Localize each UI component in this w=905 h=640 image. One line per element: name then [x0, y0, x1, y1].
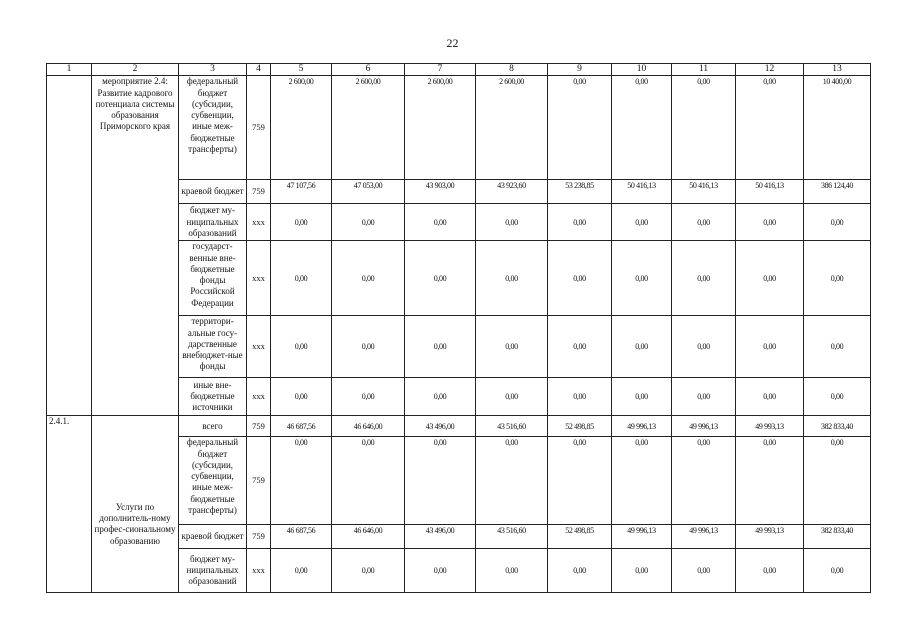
amount-cell: 10 400,00 [804, 76, 871, 180]
amount-cell: 2 600,00 [476, 76, 548, 180]
amount-cell: 47 107,56 [271, 180, 332, 204]
funding-source: федеральный бюджет (субсидии, субвенции, иные меж-бюджетные трансферты) [179, 437, 247, 525]
table-row [47, 416, 871, 437]
amount-cell: 0,00 [672, 316, 736, 378]
amount-cell: 2 600,00 [271, 76, 332, 180]
table-body [47, 64, 871, 593]
amount-cell: 0,00 [612, 378, 672, 416]
amount-cell: 0,00 [476, 316, 548, 378]
funding-source: федеральный бюджет (субсидии, субвенции, иные меж-бюджетные трансферты) [179, 76, 247, 180]
funding-source: государст-венные вне-бюджетные фонды Российской Федерации [179, 241, 247, 316]
grbs-code: 759 [247, 437, 271, 525]
grbs-code: 759 [247, 416, 271, 437]
amount-cell: 0,00 [548, 437, 612, 525]
amount-cell: 2 600,00 [332, 76, 405, 180]
amount-cell: 43 496,00 [405, 416, 476, 437]
amount-cell: 46 687,56 [271, 525, 332, 549]
amount-cell: 0,00 [804, 241, 871, 316]
amount-cell: 49 996,13 [612, 525, 672, 549]
amount-cell: 0,00 [548, 316, 612, 378]
grbs-code: xxx [247, 316, 271, 378]
column-header: 8 [476, 64, 548, 76]
column-header: 4 [247, 64, 271, 76]
funding-source: всего [179, 416, 247, 437]
amount-cell: 0,00 [271, 549, 332, 593]
amount-cell: 2 600,00 [405, 76, 476, 180]
amount-cell: 49 993,13 [736, 525, 804, 549]
amount-cell: 50 416,13 [672, 180, 736, 204]
amount-cell: 53 238,85 [548, 180, 612, 204]
amount-cell: 0,00 [405, 204, 476, 241]
funding-source: бюджет му-ниципальных образований [179, 549, 247, 593]
amount-cell: 382 833,40 [804, 525, 871, 549]
grbs-code: xxx [247, 241, 271, 316]
amount-cell: 0,00 [736, 76, 804, 180]
amount-cell: 386 124,40 [804, 180, 871, 204]
amount-cell: 0,00 [332, 378, 405, 416]
amount-cell: 50 416,13 [612, 180, 672, 204]
amount-cell: 0,00 [271, 437, 332, 525]
column-header: 12 [736, 64, 804, 76]
amount-cell: 0,00 [271, 204, 332, 241]
amount-cell: 0,00 [736, 204, 804, 241]
amount-cell: 0,00 [332, 241, 405, 316]
table-row [47, 76, 871, 180]
amount-cell: 52 498,85 [548, 416, 612, 437]
amount-cell: 0,00 [612, 437, 672, 525]
amount-cell: 0,00 [672, 437, 736, 525]
amount-cell: 46 687,56 [271, 416, 332, 437]
column-header: 2 [92, 64, 179, 76]
amount-cell: 0,00 [804, 549, 871, 593]
amount-cell: 0,00 [736, 437, 804, 525]
funding-source: территори-альные госу-дарственные внебюджет-ные фонды [179, 316, 247, 378]
amount-cell: 382 833,40 [804, 416, 871, 437]
amount-cell: 0,00 [476, 378, 548, 416]
row-name: Услуги по дополнитель-ному профес-сиональному образованию [92, 416, 179, 593]
column-header: 10 [612, 64, 672, 76]
amount-cell: 0,00 [736, 549, 804, 593]
amount-cell: 46 646,00 [332, 525, 405, 549]
amount-cell: 0,00 [405, 437, 476, 525]
amount-cell: 0,00 [548, 204, 612, 241]
column-header: 3 [179, 64, 247, 76]
amount-cell: 0,00 [405, 549, 476, 593]
column-header: 6 [332, 64, 405, 76]
amount-cell: 0,00 [476, 241, 548, 316]
funding-source: краевой бюджет [179, 180, 247, 204]
amount-cell: 0,00 [612, 204, 672, 241]
amount-cell: 0,00 [332, 204, 405, 241]
amount-cell: 43 516,60 [476, 416, 548, 437]
amount-cell: 0,00 [548, 549, 612, 593]
amount-cell: 0,00 [332, 316, 405, 378]
row-name: мероприятие 2.4: Развитие кадрового потенциала системы образования Приморского края [92, 76, 179, 416]
grbs-code: 759 [247, 525, 271, 549]
amount-cell: 52 498,85 [548, 525, 612, 549]
amount-cell: 0,00 [672, 204, 736, 241]
column-header: 13 [804, 64, 871, 76]
column-header: 11 [672, 64, 736, 76]
funding-source: краевой бюджет [179, 525, 247, 549]
amount-cell: 0,00 [476, 549, 548, 593]
amount-cell: 0,00 [405, 316, 476, 378]
amount-cell: 0,00 [672, 378, 736, 416]
amount-cell: 0,00 [476, 437, 548, 525]
amount-cell: 0,00 [612, 76, 672, 180]
amount-cell: 0,00 [804, 378, 871, 416]
page-number: 22 [446, 36, 459, 50]
grbs-code: 759 [247, 180, 271, 204]
amount-cell: 0,00 [672, 549, 736, 593]
amount-cell: 0,00 [736, 378, 804, 416]
grbs-code: xxx [247, 549, 271, 593]
amount-cell: 46 646,00 [332, 416, 405, 437]
grbs-code: 759 [247, 76, 271, 180]
amount-cell: 49 996,13 [672, 525, 736, 549]
amount-cell: 0,00 [736, 316, 804, 378]
amount-cell: 0,00 [476, 204, 548, 241]
amount-cell: 0,00 [672, 76, 736, 180]
grbs-code: xxx [247, 204, 271, 241]
amount-cell: 0,00 [736, 241, 804, 316]
amount-cell: 0,00 [405, 378, 476, 416]
amount-cell: 49 996,13 [672, 416, 736, 437]
amount-cell: 0,00 [612, 549, 672, 593]
amount-cell: 0,00 [548, 378, 612, 416]
column-header: 7 [405, 64, 476, 76]
amount-cell: 0,00 [271, 378, 332, 416]
amount-cell: 43 903,00 [405, 180, 476, 204]
amount-cell: 0,00 [271, 241, 332, 316]
amount-cell: 0,00 [612, 241, 672, 316]
grbs-code: xxx [247, 378, 271, 416]
amount-cell: 0,00 [332, 549, 405, 593]
amount-cell: 0,00 [804, 437, 871, 525]
amount-cell: 43 516,60 [476, 525, 548, 549]
amount-cell: 0,00 [332, 437, 405, 525]
amount-cell: 0,00 [548, 241, 612, 316]
budget-table [46, 63, 871, 593]
column-header: 9 [548, 64, 612, 76]
amount-cell: 0,00 [612, 316, 672, 378]
amount-cell: 0,00 [271, 316, 332, 378]
amount-cell: 49 993,13 [736, 416, 804, 437]
amount-cell: 0,00 [804, 204, 871, 241]
amount-cell: 0,00 [672, 241, 736, 316]
header-row [47, 64, 871, 76]
amount-cell: 0,00 [804, 316, 871, 378]
amount-cell: 0,00 [548, 76, 612, 180]
amount-cell: 47 053,00 [332, 180, 405, 204]
funding-source: бюджет му-ниципальных образований [179, 204, 247, 241]
amount-cell: 43 496,00 [405, 525, 476, 549]
amount-cell: 49 996,13 [612, 416, 672, 437]
amount-cell: 0,00 [405, 241, 476, 316]
column-header: 1 [47, 64, 92, 76]
row-code [47, 76, 92, 416]
funding-source: иные вне-бюджетные источники [179, 378, 247, 416]
amount-cell: 43 923,60 [476, 180, 548, 204]
column-header: 5 [271, 64, 332, 76]
row-code: 2.4.1. [47, 416, 92, 593]
amount-cell: 50 416,13 [736, 180, 804, 204]
